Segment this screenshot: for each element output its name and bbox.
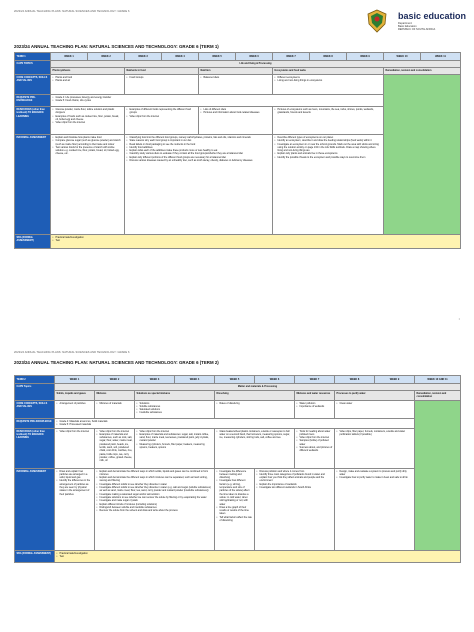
caps-topics-row: Solids, Liquids and gases Mixtures Solutions as special mixtures Dissolving Mixtures and water resources Processes to purify water Remediation, revision and consolidation [15, 391, 461, 401]
term2-page [0, 348, 474, 632]
page-separator [0, 316, 474, 348]
page-title: 2023/24 ANNUAL TEACHING PLAN: NATURAL SCIENCES AND TECHNOLOGY: GRADE 6 (TERM 1) [14, 44, 219, 49]
prereq-row: REQUISITE PRE-KNOWLEDGE • Grade 4: Materials around us, Solid materials • Grade 5: Processed materials [15, 418, 461, 428]
core-concepts-row: CORE CONCEPTS, SKILLS AND VALUES • Arrangement of particles • Mixtures of materials • Solutions • Soluble substances • Saturated solutions • Insoluble substances • Rates of dissolving • Water pollution • Importance of wetlands • Clean water [15, 400, 461, 418]
informal-assessment-row: INFORMAL ASSESSMENT • Draw and explain how particles are arranged in a solid, liquid and gas • Identify the differences in the arrangement of particles as they are seen by physical states in the arrangement of their particles • Explain and demonstrate the different ways in which solids, liquids and gases can be combined to form mixtures • Explain and demonstrate the different ways in which mixtures can be separated, such as hand sorting, sieving and filtering • Investigate different solids to see whether they dissolve in water • Investigate different solids to see whether they dissolve in water (e.g. salt and sugar (soluble substances) as well as sand, maize meal, flour, tea, sand, curry powder and custard powder (insoluble substances)) • Investigate making a saturated sugar and/or salt solution • Investigate solutions to see whether we can recover the solute by filtering or by evaporating the water • Investigate and make sugar crystals • Explain different kinds of mixtures (including solutions) • Distinguish between soluble and insoluble substances • Recover the solute from the solvent and draw and write about the process • Investigate the difference between melting and dissolving • Investigate how different factors (e.g. stirring, temperature and size of particles of the solute) affect the time taken to dissolve a solute: in cold water; when stirring/shaking or not; with water • Draw a line graph of their results or results of the time taken • Tell what factors affect the rate of dissolving • Discuss pollution and where it comes from • Identify three main categories of pollutants found in water and explain how you think they affect animals and people and the environment • Explain the importance of wetlands • Investigate two different wetlands in South Africa • Design, make and evaluate a system to process and purify dirty water • Investigate how to purify water to make it clean and safe to drink [15, 468, 461, 550]
remediation-cell [384, 75, 461, 235]
week-header-row: TERM 1 WEEK 1 WEEK 2 WEEK 3 WEEK 4 WEEK 5 WEEK 6 WEEK 7 WEEK 8 WEEK 9 WEEK 10 WEEK 11 [15, 53, 461, 61]
resources-row: RESOURCES (other than textbook) TO ENHANCE LEARNING • Video clips from the internet • Video clips from the internet • Examples of materials and substances, such as rock, salt, sugar, flour, water, maize meal, powdered paint, beads, ice, lentils, sand, soil, powdered chalk, cool drink, marbles, rice, pasta, bottle tops, tea, curry powder, coffee, grated cheese, milk, oil • Video clips from the internet • Examples of materials and substances: sugar, salt, instant coffee, sand, flour, maize meal, tea leaves, powdered paint, jelly crystals, custard powder • Measuring cylinders, funnels, filter paper, beakers, measuring spoons, beakers, spoons • Glass beakers/clear plastic containers, a kettle or saucepan to boil water on a second hand, thermometers, measuring spoons, sugar, ice, measuring cylinders, stirring rods, salt, coffee and tea • Tools for reading about water polluted rivers • Video clips from the internet • Samples (bottle) of polluted water • Success about, and pictures of different wetlands • Video clips, filter paper, funnels, containers, a kettle and water purification tablets (if possible) [15, 428, 461, 468]
coat-of-arms-icon [364, 8, 390, 34]
sba-row: SBA (FORMAL ASSESSMENT) • Practical task/investigation • Test [15, 235, 461, 249]
week-header-row: TERM 2 WEEK 1 WEEK 2 WEEK 3 WEEK 4 WEEK 5 WEEK 6 WEEK 7 WEEK 8 WEEK 9 WEEK 10 AND 11 [15, 376, 461, 384]
caps-strand-row: CAPS Topics Matter and materials & Processing [15, 384, 461, 391]
term2-table [14, 375, 461, 563]
term1-table [14, 52, 461, 249]
resources-row: RESOURCES (other than textbook) TO ENHANCE LEARNING • Glucose powder, maize flour, iodine solution and plastic droppers • Examples of foods such as cooked rice, flour, potato, bread, oil, boiled egg and cheese • Video clips from the internet • Examples of different foods representing the different food groups • Video clips from the internet • Lists of different diets • Pictures and information about food-related diseases • Pictures of ecosystems such as rivers, mountains, the sea, rocks, shores, ponds, wetlands, grasslands, forests and deserts [15, 107, 461, 135]
running-header: 2023/24 ANNUAL TEACHING PLANS: NATURAL SCIENCES AND TECHNOLOGY: GRADE 6 [14, 351, 130, 354]
sba-row: SBA (FORMAL ASSESSMENT) • Practical task/investigation • Test [15, 550, 461, 562]
prereq-row: REQUISITE PRE-KNOWLEDGE • Grade 4: Life processes; Energy and energy transfer • Grade 5: Food chains; Life cycles [15, 95, 461, 107]
page-title: 2023/24 ANNUAL TEACHING PLAN: NATURAL SCIENCES AND TECHNOLOGY: GRADE 6 (TERM 2) [14, 360, 219, 365]
caps-strand-row: CAPS TOPICS Life and living & Processing [15, 61, 461, 68]
core-concepts-row: CORE CONCEPTS, SKILLS AND VALUES • Plants and food • Plants and air • Food Groups • Balanced diets • Different ecosystems • Living and non-living things in ecosystems [15, 75, 461, 95]
department-name: Department: Basic Education REPUBLIC OF SOUTH AFRICA [398, 22, 436, 31]
running-header: 2023/24 ANNUAL TEACHING PLANS: NATURAL SCIENCES AND TECHNOLOGY: GRADE 6 [14, 10, 130, 13]
dbe-logo [364, 8, 467, 34]
brand-name: basic education [398, 11, 467, 21]
caps-topics-row: Photosynthesis Nutrients in food Nutrition Ecosystems and food webs Remediation, revision and consolidation [15, 68, 461, 75]
remediation-cell [415, 400, 461, 550]
informal-assessment-row: INFORMAL ASSESSMENT • Explain and illustrate how plants make food • Compare glucose sugar (such as glucose powder) and starch (such as maize flour) according to their taste and colour • Test various foods for the presence of starch with iodine solution e.g. cooked rice, flour, potato, bread, oil, boiled egg, cheese, etc. • Classifying food into the different food groups, namely carbohydrates, proteins, fats and oils, vitamins and minerals • State reasons why each food group is important in our diet • Read labels on food packaging to see the nutrients in the food • Identify food additives • Explain what each of the additives make these products more or less healthy to eat • Carefully study various diets to evaluate if they contain all the food groups/whether they are a balanced diet • Explain why different portions of the different food groups are necessary for a balanced diet • Discuss various diseases caused by an unhealthy diet, such as tooth decay, obesity, diabetes or deficiency diseases • Describe different types of ecosystems on our planet • Identify an ecosystem, describe it and draw the feeding relationships (food webs) within it • Investigate an ecosystem in or near the school grounds. Mark out the area with sticks and string using the outdoor activity on page 132 in the Life Skills textbook. Draw a map showing where living and non-living things are • Explain why plants and animals live in these ecosystems • Identify the possible threats to the ecosystem and possible ways to overcome them [15, 135, 461, 235]
page-marker: • [458, 316, 460, 321]
